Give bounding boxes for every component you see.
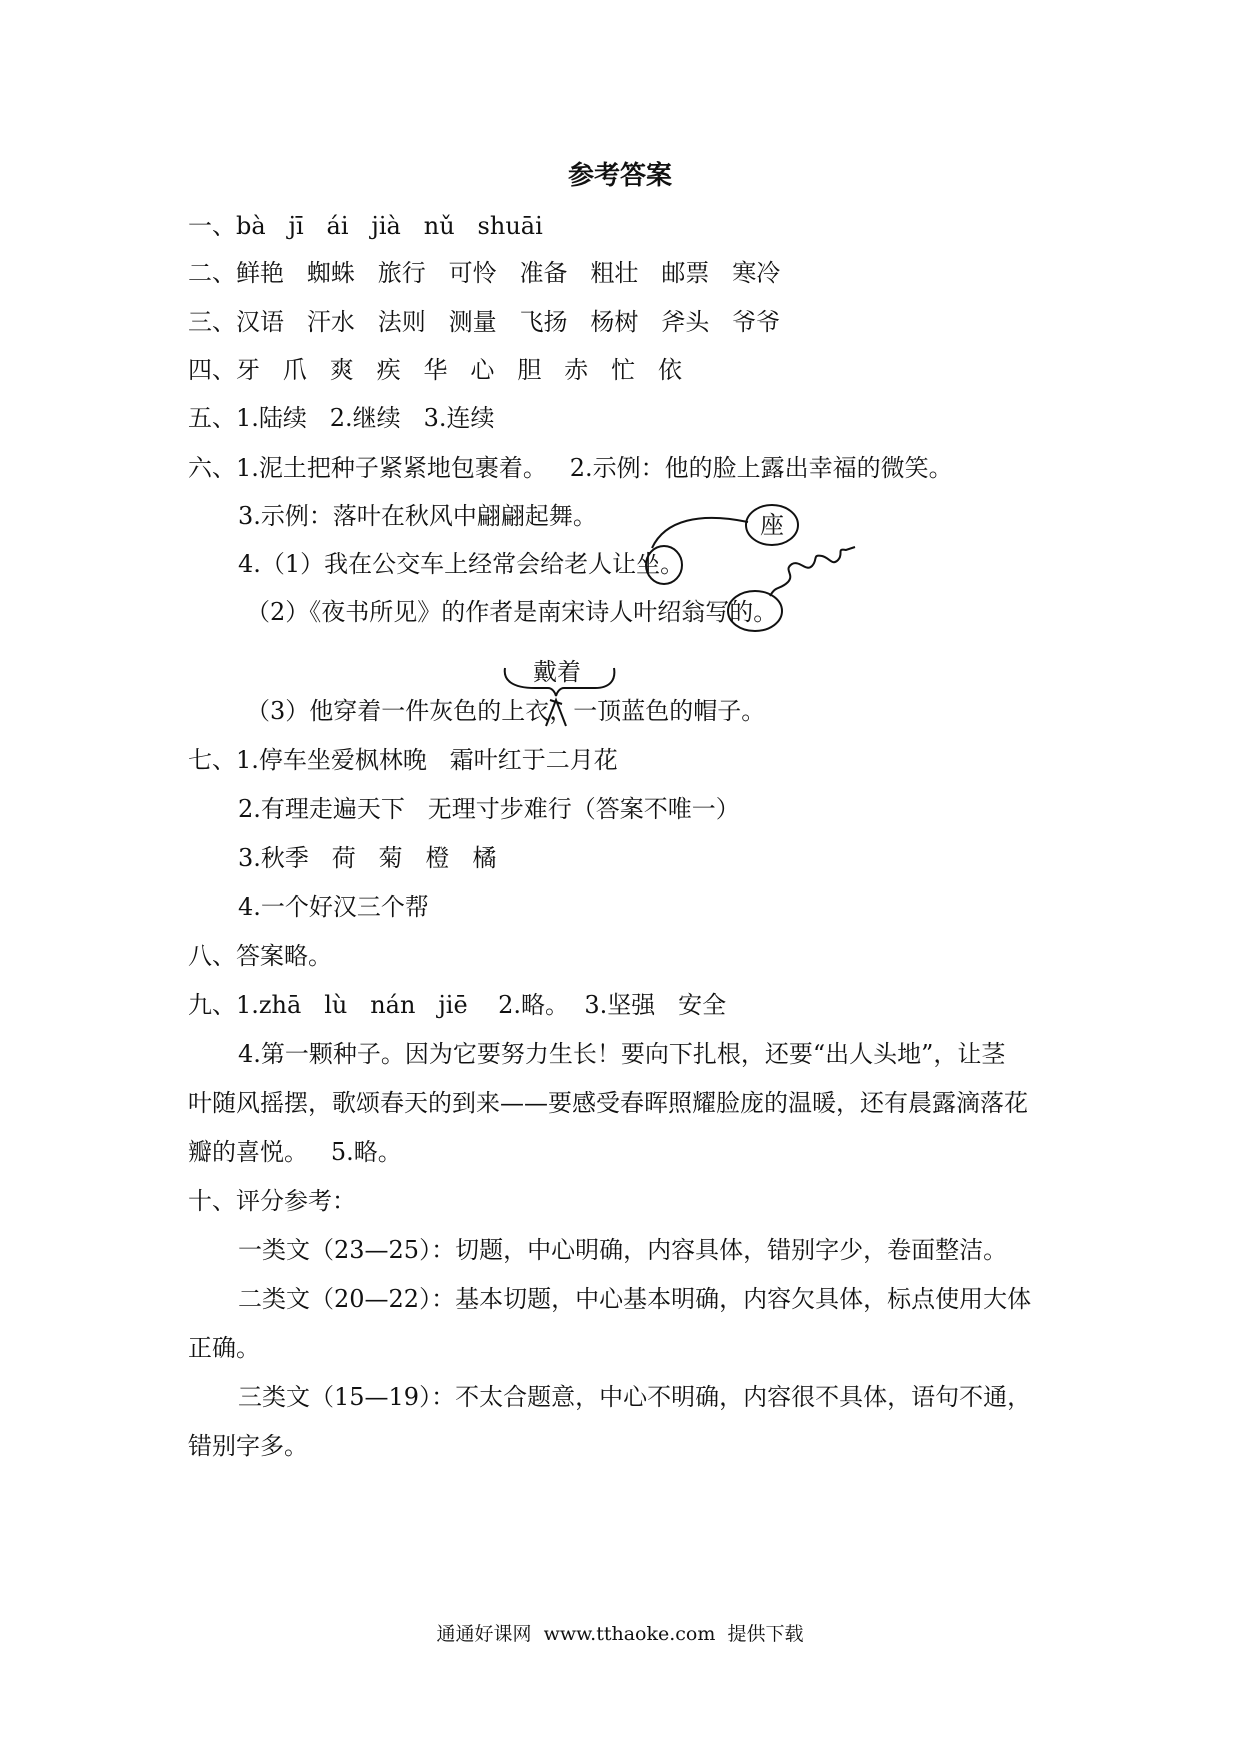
grading-class-3-line-2: 错别字多。 [188, 1432, 308, 1460]
grading-class-3-line-1: 三类文（15—19）：不太合题意，中心不明确，内容很不具体，语句不通， [238, 1383, 1032, 1411]
answer-section-6-item-3: 3.示例：落叶在秋风中翩翩起舞。 [238, 502, 597, 530]
correction-circle-seat [646, 546, 682, 584]
answer-section-6-item-4-1: 4.（1）我在公交车上经常会给老人让坐。 [238, 550, 685, 578]
footer-source: 通通好课网 www.tthaoke.com 提供下载 [436, 1623, 804, 1645]
correction-circle-delete [728, 591, 782, 631]
answer-section-8: 八、答案略。 [188, 942, 332, 970]
answer-section-9-line-1: 九、1.zhā lù nán jiē 2.略。 3.坚强 安全 [188, 991, 727, 1019]
answer-section-1: 一、bà jī ái jià nǔ shuāi [188, 212, 543, 240]
answer-section-7-item-3: 3.秋季 荷 菊 橙 橘 [238, 844, 497, 872]
grading-class-2-line-1: 二类文（20—22）：基本切题，中心基本明确，内容欠具体，标点使用大体 [238, 1285, 1032, 1313]
answer-section-9-item-4-line-3: 瓣的喜悦。 5.略。 [188, 1138, 402, 1166]
answer-section-7-item-2: 2.有理走遍天下 无理寸步难行（答案不唯一） [238, 795, 740, 823]
delete-squiggle [770, 547, 855, 596]
answer-section-5: 五、1.陆续 2.继续 3.连续 [188, 404, 495, 432]
insertion-caret [546, 700, 566, 726]
answer-section-6-item-4-3: （3）他穿着一件灰色的上衣，一顶蓝色的帽子。 [246, 697, 766, 725]
answer-section-6-item-4-2: （2）《夜书所见》的作者是南宋诗人叶绍翁写的。 [246, 598, 778, 626]
answer-section-7-item-4: 4.一个好汉三个帮 [238, 893, 429, 921]
correction-seat-text: 座 [760, 511, 784, 539]
answer-section-2: 二、鲜艳 蜘蛛 旅行 可怜 准备 粗壮 邮票 寒冷 [188, 259, 781, 287]
correction-connector-seat [652, 518, 748, 548]
answer-section-10-heading: 十、评分参考： [188, 1187, 356, 1215]
page-title: 参考答案 [567, 161, 672, 191]
answer-section-9-item-4-line-1: 4.第一颗种子。因为它要努力生长！要向下扎根，还要“出人头地”，让茎 [238, 1040, 1006, 1068]
grading-class-2-line-2: 正确。 [188, 1334, 260, 1362]
grading-class-1: 一类文（23—25）：切题，中心明确，内容具体，错别字少，卷面整洁。 [238, 1236, 1008, 1264]
correction-insert-text: 戴着 [533, 658, 581, 686]
answer-section-7-item-1: 七、1.停车坐爱枫林晚 霜叶红于二月花 [188, 746, 618, 774]
answer-section-6-line-1: 六、1.泥土把种子紧紧地包裹着。 2.示例：他的脸上露出幸福的微笑。 [188, 454, 953, 482]
answer-section-3: 三、汉语 汗水 法则 测量 飞扬 杨树 斧头 爷爷 [188, 308, 781, 336]
answer-section-9-item-4-line-2: 叶随风摇摆，歌颂春天的到来——要感受春晖照耀脸庞的温暖，还有晨露滴落花 [188, 1089, 1028, 1117]
answer-section-4: 四、牙 爪 爽 疾 华 心 胆 赤 忙 依 [188, 356, 682, 384]
